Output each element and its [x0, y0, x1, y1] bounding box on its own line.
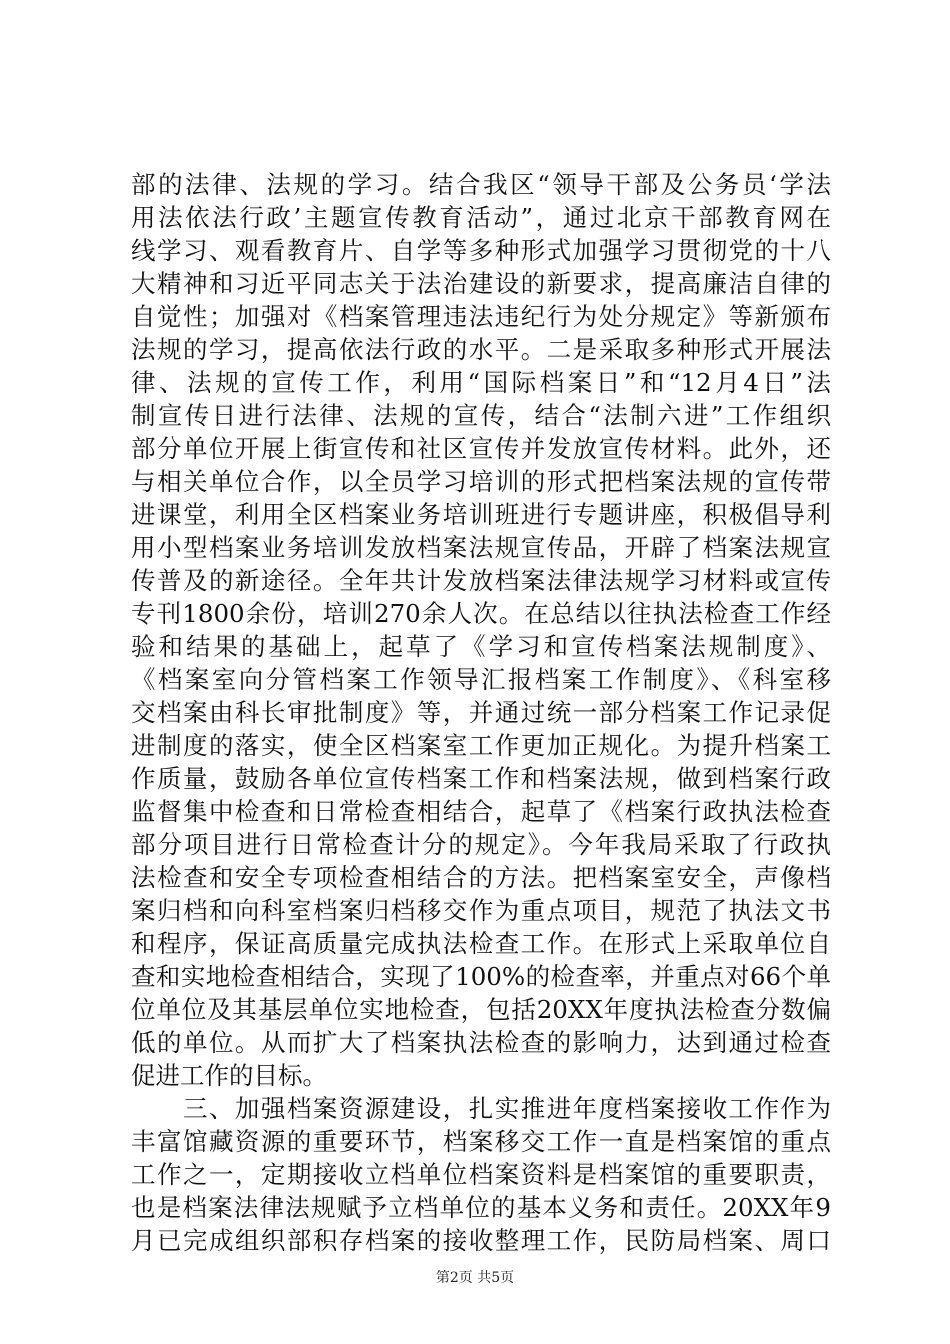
text-line: 丰富馆藏资源的重要环节，档案移交工作一直是档案馆的重点	[131, 1127, 831, 1156]
text-line: 和程序，保证高质量完成执法检查工作。在形式上采取单位自	[131, 929, 831, 958]
text-line: 查和实地检查相结合，实现了100%的检查率，并重点对66个单	[131, 962, 831, 991]
text-line: 进课堂，利用全区档案业务培训班进行专题讲座，积极倡导利	[131, 500, 831, 529]
text-line: 月已完成组织部积存档案的接收整理工作，民防局档案、周口	[131, 1226, 831, 1255]
text-line: 部分单位开展上街宣传和社区宣传并发放宣传材料。此外，还	[131, 434, 831, 463]
text-line: 律、法规的宣传工作，利用“国际档案日”和“12月4日”法	[131, 368, 831, 397]
text-line: 部的法律、法规的学习。结合我区“领导干部及公务员‘学法	[131, 170, 831, 199]
text-line: 促进工作的目标。	[131, 1061, 327, 1090]
body-text	[131, 168, 831, 1257]
text-line: 制宣传日进行法律、法规的宣传，结合“法制六进”工作组织	[131, 401, 831, 430]
text-line: 与相关单位合作，以全员学习培训的形式把档案法规的宣传带	[131, 467, 831, 496]
text-line: 作质量，鼓励各单位宣传档案工作和档案法规，做到档案行政	[131, 764, 831, 793]
text-line: 监督集中检查和日常检查相结合，起草了《档案行政执法检查	[131, 797, 831, 826]
text-line: 交档案由科长审批制度》等，并通过统一部分档案工作记录促	[131, 698, 831, 727]
text-line: 低的单位。从而扩大了档案执法检查的影响力，达到通过检查	[131, 1028, 831, 1057]
text-line: 案归档和向科室档案归档移交作为重点项目，规范了执法文书	[131, 896, 831, 925]
text-line: 自觉性；加强对《档案管理违法违纪行为处分规定》等新颁布	[131, 302, 831, 331]
text-line: 专刊1800余份，培训270余人次。在总结以往执法检查工作经	[131, 599, 831, 628]
text-line: 验和结果的基础上，起草了《学习和宣传档案法规制度》、	[131, 632, 831, 661]
text-line: 用小型档案业务培训发放档案法规宣传品，开辟了档案法规宣	[131, 533, 831, 562]
text-line: 位单位及其基层单位实地检查，包括20XX年度执法检查分数偏	[131, 995, 831, 1024]
text-line: 传普及的新途径。全年共计发放档案法律法规学习材料或宣传	[131, 566, 831, 595]
text-line: 线学习、观看教育片、自学等多种形式加强学习贯彻党的十八	[131, 236, 831, 265]
text-line: 法检查和安全专项检查相结合的方法。把档案室安全，声像档	[131, 863, 831, 892]
page-footer	[0, 1268, 950, 1288]
text-line: 用法依法行政’主题宣传教育活动”，通过北京干部教育网在	[131, 203, 831, 232]
text-line: 大精神和习近平同志关于法治建设的新要求，提高廉洁自律的	[131, 269, 831, 298]
text-line: 也是档案法律法规赋予立档单位的基本义务和责任。20XX年9	[131, 1193, 831, 1222]
text-line: 三、加强档案资源建设，扎实推进年度档案接收工作作为	[131, 1094, 831, 1123]
text-line: 部分项目进行日常检查计分的规定》。今年我局采取了行政执	[131, 830, 831, 859]
page-number-label: 第2页 共5页	[435, 1270, 515, 1286]
text-line: 进制度的落实，使全区档案室工作更加正规化。为提升档案工	[131, 731, 831, 760]
text-line: 法规的学习，提高依法行政的水平。二是采取多种形式开展法	[131, 335, 831, 364]
text-line: 工作之一，定期接收立档单位档案资料是档案馆的重要职责，	[131, 1160, 831, 1189]
text-line: 《档案室向分管档案工作领导汇报档案工作制度》、《科室移	[131, 665, 831, 694]
